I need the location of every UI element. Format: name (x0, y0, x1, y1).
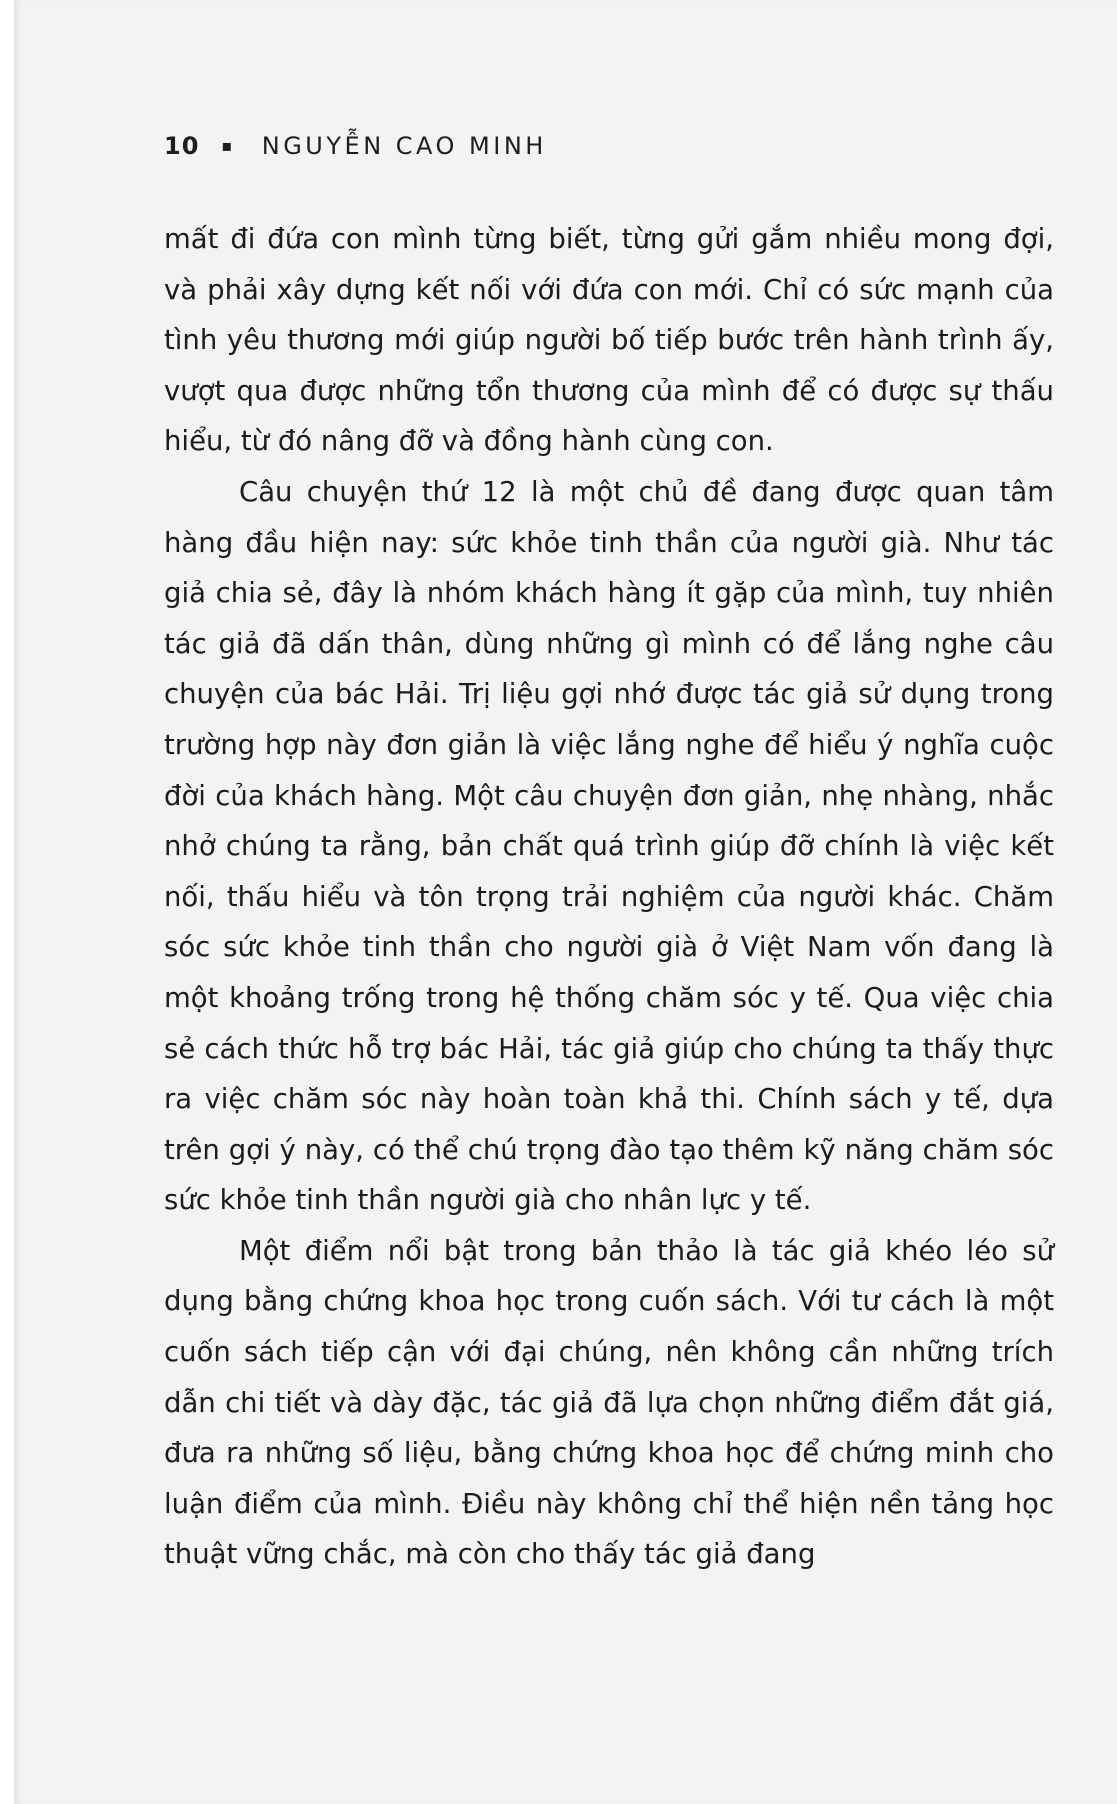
page-body (164, 214, 1054, 1580)
running-header (164, 132, 547, 160)
paragraph: Một điểm nổi bật trong bản thảo là tác giả khéo léo sử dụng bằng chứng khoa học trong cuốn sách. Với tư cách là một cuốn sách tiếp cận với đại chúng, nên không cần những trích dẫn chi tiết và dày đặc, tác giả đã lựa chọn những điểm đắt giá, đưa ra những số liệu, bằng chứng khoa học để chứng minh cho luận điểm của mình. Điều này không chỉ thể hiện nền tảng học thuật vững chắc, mà còn cho thấy tác giả đang (164, 1234, 1054, 1571)
book-page (14, 0, 1117, 1804)
page-number: 10 (164, 132, 200, 160)
paragraph-continued: mất đi đứa con mình từng biết, từng gửi gắm nhiều mong đợi, và phải xây dựng kết nối với đứa con mới. Chỉ có sức mạnh của tình yêu thương mới giúp người bố tiếp bước trên hành trình ấy, vượt qua được những tổn thương của mình để có được sự thấu hiểu, từ đó nâng đỡ và đồng hành cùng con. (164, 223, 1054, 458)
paragraph: Câu chuyện thứ 12 là một chủ đề đang được quan tâm hàng đầu hiện nay: sức khỏe tinh thần của người già. Như tác giả chia sẻ, đây là nhóm khách hàng ít gặp của mình, tuy nhiên tác giả đã dấn thân, dùng những gì mình có để lắng nghe câu chuyện của bác Hải. Trị liệu gợi nhớ được tác giả sử dụng trong trường hợp này đơn giản là việc lắng nghe để hiểu ý nghĩa cuộc đời của khách hàng. Một câu chuyện đơn giản, nhẹ nhàng, nhắc nhở chúng ta rằng, bản chất quá trình giúp đỡ chính là việc kết nối, thấu hiểu và tôn trọng trải nghiệm của người khác. Chăm sóc sức khỏe tinh thần cho người già ở Việt Nam vốn đang là một khoảng trống trong hệ thống chăm sóc y tế. Qua việc chia sẻ cách thức hỗ trợ bác Hải, tác giả giúp cho chúng ta thấy thực ra việc chăm sóc này hoàn toàn khả thi. Chính sách y tế, dựa trên gợi ý này, có thể chú trọng đào tạo thêm kỹ năng chăm sóc sức khỏe tinh thần người già cho nhân lực y tế. (164, 475, 1054, 1217)
header-separator: ▪ (221, 136, 236, 155)
author-name: NGUYỄN CAO MINH (261, 132, 547, 160)
page-left-edge (0, 0, 15, 1804)
